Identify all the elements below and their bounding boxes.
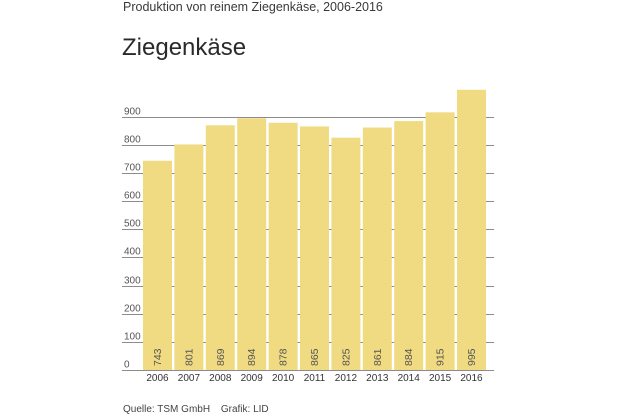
data-label: 861 (371, 348, 384, 366)
data-label: 743 (152, 348, 164, 366)
x-tick-label: 2008 (209, 373, 232, 384)
data-label: 915 (434, 348, 447, 366)
y-tick-label: 400 (124, 246, 141, 258)
bar-2007 (174, 144, 203, 370)
x-tick-label: 2009 (240, 373, 263, 384)
bar-2010 (269, 123, 298, 370)
chart-supertitle: Produktion von reinem Ziegenkäse, 2006-2016 (123, 0, 383, 14)
data-label: 995 (466, 348, 478, 366)
x-tick-label: 2011 (303, 373, 326, 384)
data-label: 801 (183, 348, 196, 366)
y-tick-label: 300 (124, 275, 141, 287)
bar-2014 (394, 121, 423, 370)
x-tick-label: 2012 (334, 373, 358, 384)
bar-2016 (457, 90, 486, 370)
x-tick-label: 2016 (460, 373, 483, 384)
source-credit: Quelle: TSM GmbH (123, 404, 211, 415)
y-tick-label: 800 (124, 134, 141, 146)
y-tick-label: 600 (124, 190, 141, 202)
y-tick-label: 100 (124, 331, 141, 343)
bars (143, 90, 486, 370)
chart-footer (123, 404, 269, 415)
x-tick-label: 2007 (177, 373, 201, 384)
y-tick-label: 200 (124, 303, 141, 315)
y-tick-label: 700 (124, 162, 141, 174)
bar-2006 (143, 161, 172, 370)
chart-title: Ziegenkäse (122, 34, 247, 61)
bar-2015 (426, 112, 455, 370)
bar-2013 (363, 128, 392, 370)
x-axis-tick-labels (146, 373, 483, 384)
y-tick-label: 500 (124, 218, 141, 230)
data-label: 825 (340, 348, 353, 366)
data-label: 869 (214, 348, 227, 366)
bar-2008 (206, 125, 235, 370)
x-tick-label: 2013 (366, 373, 389, 384)
bar-2012 (331, 138, 360, 370)
data-label: 884 (403, 348, 416, 366)
bar-2011 (300, 126, 329, 370)
bar-2009 (237, 118, 266, 370)
x-tick-label: 2010 (271, 373, 295, 384)
data-label: 894 (246, 348, 259, 366)
y-tick-label: 900 (124, 106, 141, 118)
x-tick-label: 2014 (397, 373, 420, 384)
graphic-credit: Grafik: LID (220, 404, 269, 415)
data-label: 878 (277, 348, 290, 366)
x-tick-label: 2006 (146, 373, 169, 384)
y-axis-tick-labels (124, 107, 141, 371)
y-tick-label: 0 (124, 359, 130, 371)
data-label: 865 (309, 348, 321, 366)
x-tick-label: 2015 (428, 373, 452, 384)
